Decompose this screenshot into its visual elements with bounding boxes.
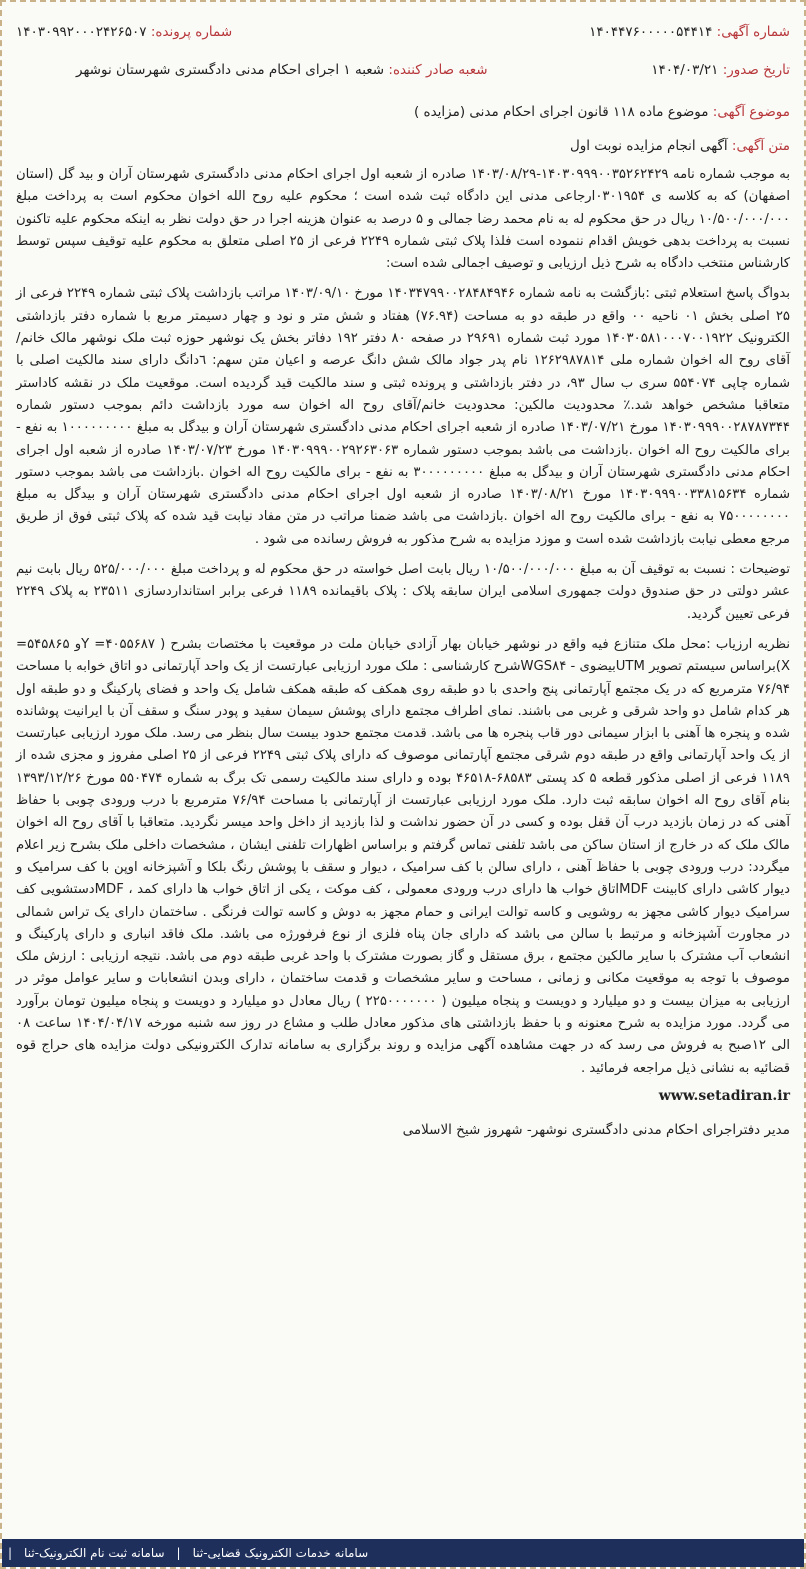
footer-link-sana-services[interactable]: سامانه خدمات الکترونیک قضایی-ثنا <box>192 1546 369 1560</box>
case-number: ۱۴۰۳۰۹۹۲۰۰۰۲۴۲۶۵۰۷ <box>16 24 147 40</box>
issuer: شعبه ۱ اجرای احکام مدنی دادگستری شهرستان نوشهر <box>76 62 385 78</box>
ad-number-field <box>589 20 790 44</box>
issuer-field <box>76 58 488 82</box>
header-row-1 <box>12 20 794 44</box>
ad-number-label: شماره آگهی: <box>716 24 790 40</box>
issue-date-label: تاریخ صدور: <box>722 62 790 78</box>
paragraph-2: بدواگ پاسخ استعلام ثبتی :بازگشت به نامه شماره ۱۴۰۳۴۷۹۹۰۰۲۸۴۸۴۹۴۶ مورخ ۱۴۰۳/۰۹/۱۰ مراتب بازداشت پلاک ثبتی شماره ۲۲۴۹ فرعی از ۲۵ اصلی بخش ۰۱ ناحیه ۰۰ واقع در طبقه دو به مساحت (۷۶.۹۴) هفتاد و شش متر و نود و چهار دسیمتر مربع با شماره دفتر بازداشتی الکترونیک ۱۴۰۳۰۵۸۱۰۰۰۷۰۰۱۹۲۲ مورد ثبت شماره ۲۹۶۹۱ در صفحه ۸۰ دفتر ۱۹۲ دفاتر بخش یک نوشهر حوزه ثبت ملک نوشهر مالک خانم/آقای روح اله اخوان شماره ملی ۱۲۶۲۹۸۷۸۱۴ نام پدر جواد مالک شش دانگ عرصه و اعیان متن سهم: ٦دانگ دارای سند مالکیت اصلی با شماره چاپی ۵۵۴۰۷۴ سری ب سال ۹۳، در دفتر بازداشتی و پرونده ثبتی و سند مالکیت قید گردیده است. موقعیت ملک در نقشه کاداستر متعاقبا مشخص خواهد شد.٪ محدودیت مالکین: محدودیت خانم/آقای روح اله اخوان سه مورد بازداشت دائم بموجب دستور شماره ۱۴۰۳۰۹۹۹۰۰۲۸۷۸۷۳۴۴ مورخ ۱۴۰۳/۰۷/۲۱ صادره از شعبه اجرای احکام مدنی دادگستری شهرستان آران و بیدگل به مبلغ ۱۰۰۰۰۰۰۰۰۰ به نفع - برای مالکیت روح اله اخوان .بازداشت می باشد بموجب دستور شماره ۱۴۰۳۰۹۹۹۰۰۲۹۲۶۳۰۶۳ مورخ ۱۴۰۳/۰۷/۲۳ صادره از شعبه اول اجرای احکام مدنی دادگستری شهرستان آران و بیدگل به مبلغ ۳۰۰۰۰۰۰۰۰۰ به نفع - برای مالکیت روح اله اخوان .بازداشت می باشد بموجب دستور شماره ۱۴۰۳۰۹۹۹۰۰۳۳۸۱۵۶۳۴ مورخ ۱۴۰۳/۰۸/۲۱ صادره از شعبه اول اجرای احکام مدنی دادگستری شهرستان آران و بیدگل به مبلغ ۷۵۰۰۰۰۰۰۰۰ به نفع - برای مالکیت روح اله اخوان .بازداشت می باشد ضمنا مراتب در متن مفاد نیابت قید شده که پلاک ثبتی فوق از طریق مرجع معطی نیابت بازداشت شده است و موزد مزایده به شرح مذکور به فروش رسانده می شود . <box>16 286 791 547</box>
footer-bar <box>2 1539 804 1567</box>
website-link[interactable]: www.setadiran.ir <box>658 1087 790 1104</box>
footer-separator: | <box>176 1546 181 1560</box>
ad-body <box>12 164 794 1080</box>
case-number-field <box>16 20 232 44</box>
paragraph-4: نظریه ارزیاب :محل ملک متنازع فیه واقع در نوشهر خیابان بهار آزادی خیابان ملت در موقعیت با مختصات بشرح ( ۴۰۵۵۶۸۷= Yو ۵۴۵۸۶۵= X)براساس سیستم تصویر UTMبیضوی - WGS۸۴شرح کارشناسی : ملک مورد ارزیابی عبارتست از یک واحد آپارتمانی دو اتاق خوابه با مساحت ۷۶/۹۴ مترمربع که در یک مجتمع آپارتمانی پنج واحدی با دو طبقه روی همکف که طبقه همکف شامل یک واحد و فضای پارکینگ و دو طبقه اول هر کدام شامل دو واحد شرقی و غربی می باشند. نمای اطراف مجتمع دارای پوشش سیمان سفید و پودر سنگ و سقف آن با ایرانیت پوشانده شده و پنجره ها آهنی با ابزار سیمانی دور قاب پنجره ها می باشد. قدمت مجتمع حدود بیست سال بنظر می رسد. ملک مورد ارزیابی عبارتست از یک واحد آپارتمانی واقع در طبقه دوم شرقی مجتمع آپارتمانی موصوف که دارای پلاک ثبتی ۲۲۴۹ فرعی از ۲۵ اصلی مفروز و مجزی شده از ۱۱۸۹ فرعی از اصلی مذکور قطعه ۵ کد پستی ۶۸۵۸۳-۴۶۵۱۸ بوده و دارای سند مالکیت رسمی تک برگ به شماره ۵۵۰۴۷۴ مورخ ۱۳۹۳/۱۲/۲۶ بنام آقای روح اله اخوان سابقه ثبت دارد. ملک مورد ارزیابی عبارتست از آپارتمانی با مساحت ۷۶/۹۴ مترمربع با درب ورودی چوبی با حفاظ آهنی که در زمان بازدید درب آن قفل بوده و کسی در آن حضور نداشت و لذا بازدید از داخل واحد میسر نگردید. متعاقبا با آقای روح اله اخوان مالک ملک که در خارج از استان ساکن می باشد تلفنی تماس گرفتم و براساس اظهارات تلفنی ایشان ، مشخصات داخلی ملک بشرح زیر اعلام میگردد: درب ورودی چوبی با حفاظ آهنی ، دارای سالن با کف سرامیک ، دیوار و سقف با پوشش رنگ بلکا و آشپزخانه اوپن با کف سرامیک و دیوار کاشی دارای کابینت MDFاتاق خواب ها دارای درب ورودی معمولی ، کف موکت ، یکی از اتاق خواب ها دارای کمد ، MDFدستشویی کف سرامیک دیوار کاشی مجهز به روشویی و کاسه توالت ایرانی و حمام مجهز به دوش و کاسه توالت فرنگی . ساختمان دارای یک تراس شمالی در مجاورت آشپزخانه و مرتبط با سالن می باشد که دارای جان پناه فلزی از نوع فرفورژه می باشد. ملک فاقد انباری و دارای پارکینگ و انشعاب آب مشترک با سایر مالکین مجتمع ، برق مستقل و گاز بصورت مشترک با واحد غربی طبقه دوم می باشد. نتیجه ارزیابی : ارزش ملک موصوف با توجه به موقعیت مکانی و زمانی ، مساحت و سایر مشخصات و قدمت ساختمان ، دارای وبدن انشعابات و سایر عوامل موثر در ارزیابی به میزان بیست و دو میلیارد و دویست و پنجاه میلیون ( ۲۲۵۰۰۰۰۰۰۰ ) ریال معادل دو میلیارد و دویست و پنجاه میلیون تومان برآورد می گردد. مورد مزایده به شرح معنونه و با حفظ بازداشتی های مذکور معادل طلب و مشاع در روز سه شنبه مورخه ۱۴۰۴/۰۴/۱۷ ساعت ۰۸ الی ۱۲صبح به فروش می رسد که در جهت مشاهده آگهی مزایده و روند برگزاری به سامانه تدارک الکترونیکی دولت مزایده های حراج قوه قضائیه به نشانی ذیل مراجعه فرمائید . <box>16 636 791 1076</box>
signature: مدیر دفتراجرای احکام مدنی دادگستری نوشهر- شهروز شیخ الاسلامی <box>402 1121 790 1138</box>
paragraph-3: توضیحات : نسبت به توقیف آن به مبلغ ۱۰/۵۰۰/۰۰۰/۰۰۰ ریال بابت اصل خواسته در حق محکوم له و پرداخت مبلغ ۵۲۵/۰۰۰/۰۰۰ ریال بابت نیم عشر دولتی در حق صندوق دولت جمهوری اسلامی ایران سابقه پلاک : پلاک باقیمانده ۱۱۸۹ فرعی برابر استانداردسازی ۲۳۵۱۱ به پلاک ۲۲۴۹ فرعی تعیین گردید. <box>16 562 790 622</box>
text-title-line <box>12 134 794 158</box>
ad-number: ۱۴۰۴۴۷۶۰۰۰۰۰۵۴۴۱۴ <box>589 24 713 40</box>
footer-link-sana-registration[interactable]: سامانه ثبت نام الکترونیک-ثنا <box>24 1546 165 1560</box>
text-label: متن آگهی: <box>731 138 790 154</box>
text-title: آگهی انجام مزایده نوبت اول <box>569 138 728 154</box>
ad-content <box>12 20 794 1517</box>
case-number-label: شماره پرونده: <box>150 24 233 40</box>
issue-date: ۱۴۰۴/۰۳/۲۱ <box>651 62 719 78</box>
subject-label: موضوع آگهی: <box>712 104 790 120</box>
issue-date-field <box>651 58 790 82</box>
subject-line <box>12 100 794 124</box>
footer-separator-end: | <box>8 1546 13 1560</box>
paragraph-1: به موجب شماره نامه ۱۴۰۳۰۹۹۹۰۰۳۵۲۶۲۴۲۹-۱۴۰۳/۰۸/۲۹ صادره از شعبه اول اجرای احکام مدنی دادگستری شهرستان آران و بید گل (استان اصفهان) که به کلاسه ی ۰۳۰۱۹۵۴ارجاعی مدنی این دادگاه ثبت شده است ؛ محکوم علیه روح الله اخوان محکوم است به پرداخت مبلغ ۱۰/۵۰۰/۰۰۰/۰۰۰ ریال در حق محکوم له به نام محمد رضا جمالی و ۵ درصد به عنوان هزینه اجرا در حق دولت نظر به اینکه محکوم علیه تاکنون نسبت به پرداخت بدهی خویش اقدام ننموده است فلذا پلاک ثبتی شماره ۲۲۴۹ فرعی از ۲۵ اصلی متعلق به محکوم علیه توقیف سپس توسط کارشناس منتخب دادگاه به شرح ذیل ارزیابی و توصیف اجمالی شده است: <box>16 167 791 272</box>
header-row-2 <box>12 58 794 82</box>
issuer-label: شعبه صادر کننده: <box>388 62 488 78</box>
subject-text: موضوع ماده ۱۱۸ قانون اجرای احکام مدنی (مزایده ) <box>413 104 709 120</box>
